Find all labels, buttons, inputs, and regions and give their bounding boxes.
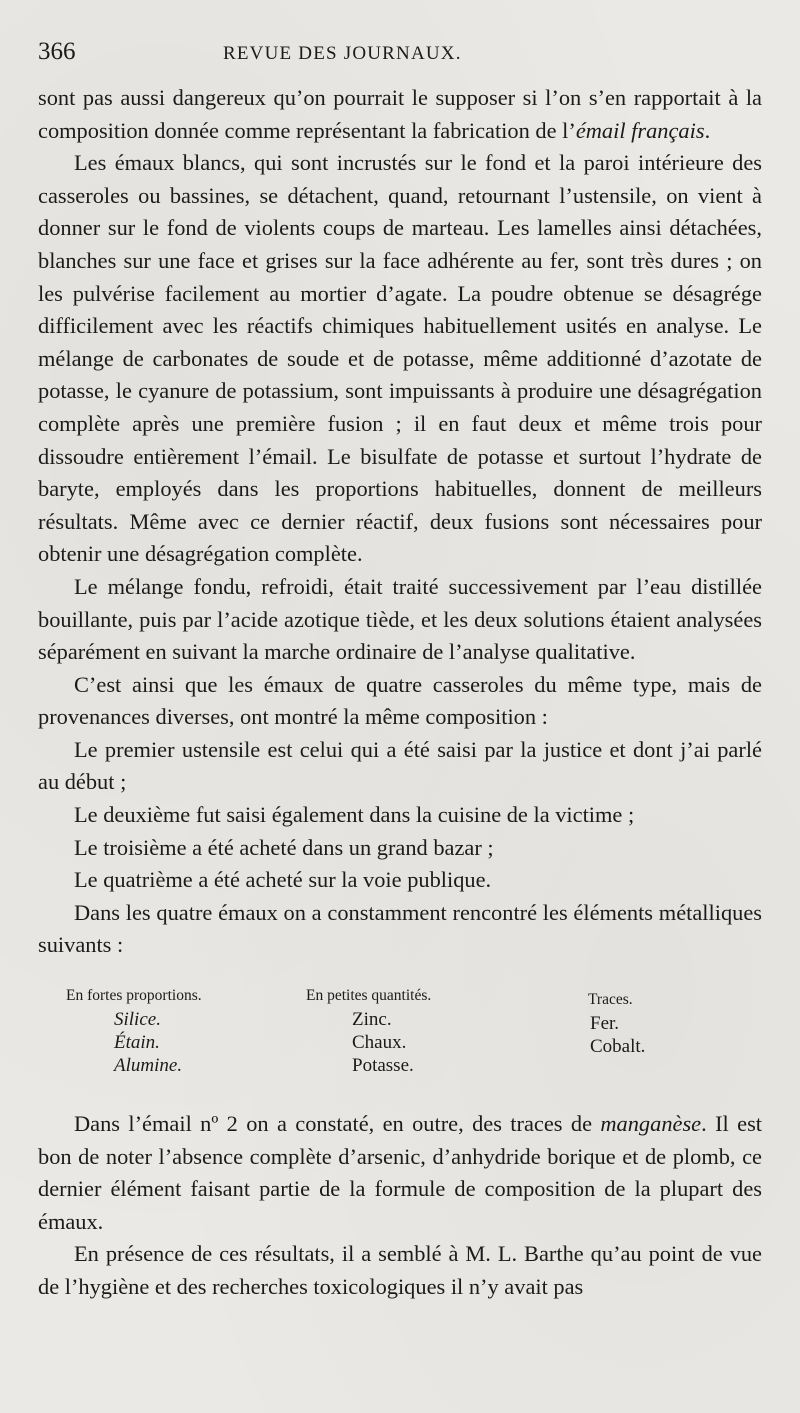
column-heading: En petites quantités. — [306, 987, 432, 1005]
paragraph-text: Dans l’émail nº 2 on a constaté, en outre, des traces de — [74, 1111, 601, 1137]
emphasis-text: émail français — [575, 117, 705, 143]
table-cell: Cobalt. — [590, 1036, 646, 1058]
table-cell: Alumine. — [114, 1055, 183, 1077]
table-cell: Étain. — [114, 1032, 160, 1054]
table-cell: Silice. — [114, 1009, 161, 1031]
paragraph-manganese — [38, 1108, 762, 1238]
paragraph-conclusion: En présence de ces résultats, il a semblé à M. L. Barthe qu’au point de vue de l’hygiène et des recherches toxicologiques il n’y avait pas — [38, 1241, 762, 1299]
paragraph-text: sont pas aussi dangereux qu’on pourrait le supposer si l’on s’en rapportait à la composition donnée comme représentant la fabrication de l’ — [38, 85, 762, 143]
column-heading: Traces. — [588, 991, 633, 1009]
paragraph-text: . — [704, 117, 711, 143]
paragraph-four-casseroles: C’est ainsi que les émaux de quatre casseroles du même type, mais de provenances diverses, ont montré la même composition : — [38, 671, 762, 730]
table-column-traces — [588, 986, 708, 1078]
list-item-third: Le troisième a été acheté dans un grand bazar ; — [74, 834, 494, 860]
list-item-second: Le deuxième fut saisi également dans la cuisine de la victime ; — [74, 802, 635, 828]
table-cell: Chaux. — [352, 1032, 407, 1054]
paragraph-analysis-method: Le mélange fondu, refroidi, était traité successivement par l’eau distillée bouillante, puis par l’acide azotique tiède, et les deux solutions étaient analysées séparément en suivant la marche ordinaire de l’analyse qualitative. — [38, 573, 762, 665]
list-item-fourth: Le quatrième a été acheté sur la voie publique. — [74, 867, 492, 893]
table-cell: Fer. — [590, 1013, 620, 1035]
column-heading: En fortes proportions. — [66, 987, 202, 1005]
page-header — [38, 38, 762, 78]
table-cell: Zinc. — [352, 1009, 392, 1031]
body-text — [38, 82, 762, 962]
table-column-strong — [66, 986, 306, 1078]
paragraph-enamel-description: Les émaux blancs, qui sont incrustés sur le fond et la paroi intérieure des casseroles ou bassines, se détachent, quand, retournant l’ustensile, on vient à donner sur le fond de violents coups de marteau. Les lamelles ainsi détachées, blanches sur une face et grises sur la face adhérente au fer, sont très dures ; on les pulvérise facilement au mortier d’agate. La poudre obtenue se désagrége difficilement avec les réactifs chimiques habituellement usités en analyse. Le mélange de carbonates de soude et de potasse, même additionné d’azotate de potasse, le cyanure de potassium, sont impuissants à produire une désagrégation complète après une première fusion ; il en faut deux et même trois pour dissoudre entièrement l’émail. Le bisulfate de potasse et surtout l’hydrate de baryte, employés dans les proportions habituelles, donnent de meilleurs résultats. Même avec ce dernier réactif, deux fusions sont nécessaires pour obtenir une désagrégation complète. — [38, 150, 762, 567]
list-item-first: Le premier ustensile est celui qui a été saisi par la justice et dont j’ai parlé au début ; — [38, 736, 762, 795]
page-number: 366 — [38, 38, 76, 65]
body-text-after-table — [38, 1108, 762, 1304]
elements-table — [66, 986, 762, 1078]
table-column-small — [306, 986, 588, 1078]
table-cell: Potasse. — [352, 1055, 414, 1077]
running-title: REVUE DES JOURNAUX. — [223, 43, 462, 64]
emphasis-text: manganèse — [600, 1111, 702, 1137]
paragraph-continuation — [38, 82, 762, 147]
paragraph-text: . Il est bon de noter l’absence complète d’arsenic, d’anhydride borique et de plomb, ce dernier élément faisant partie de la formule de composition de la plupart des émaux. — [38, 1111, 763, 1234]
paragraph-elements-intro: Dans les quatre émaux on a constamment rencontré les éléments métalliques suivants : — [38, 899, 762, 958]
